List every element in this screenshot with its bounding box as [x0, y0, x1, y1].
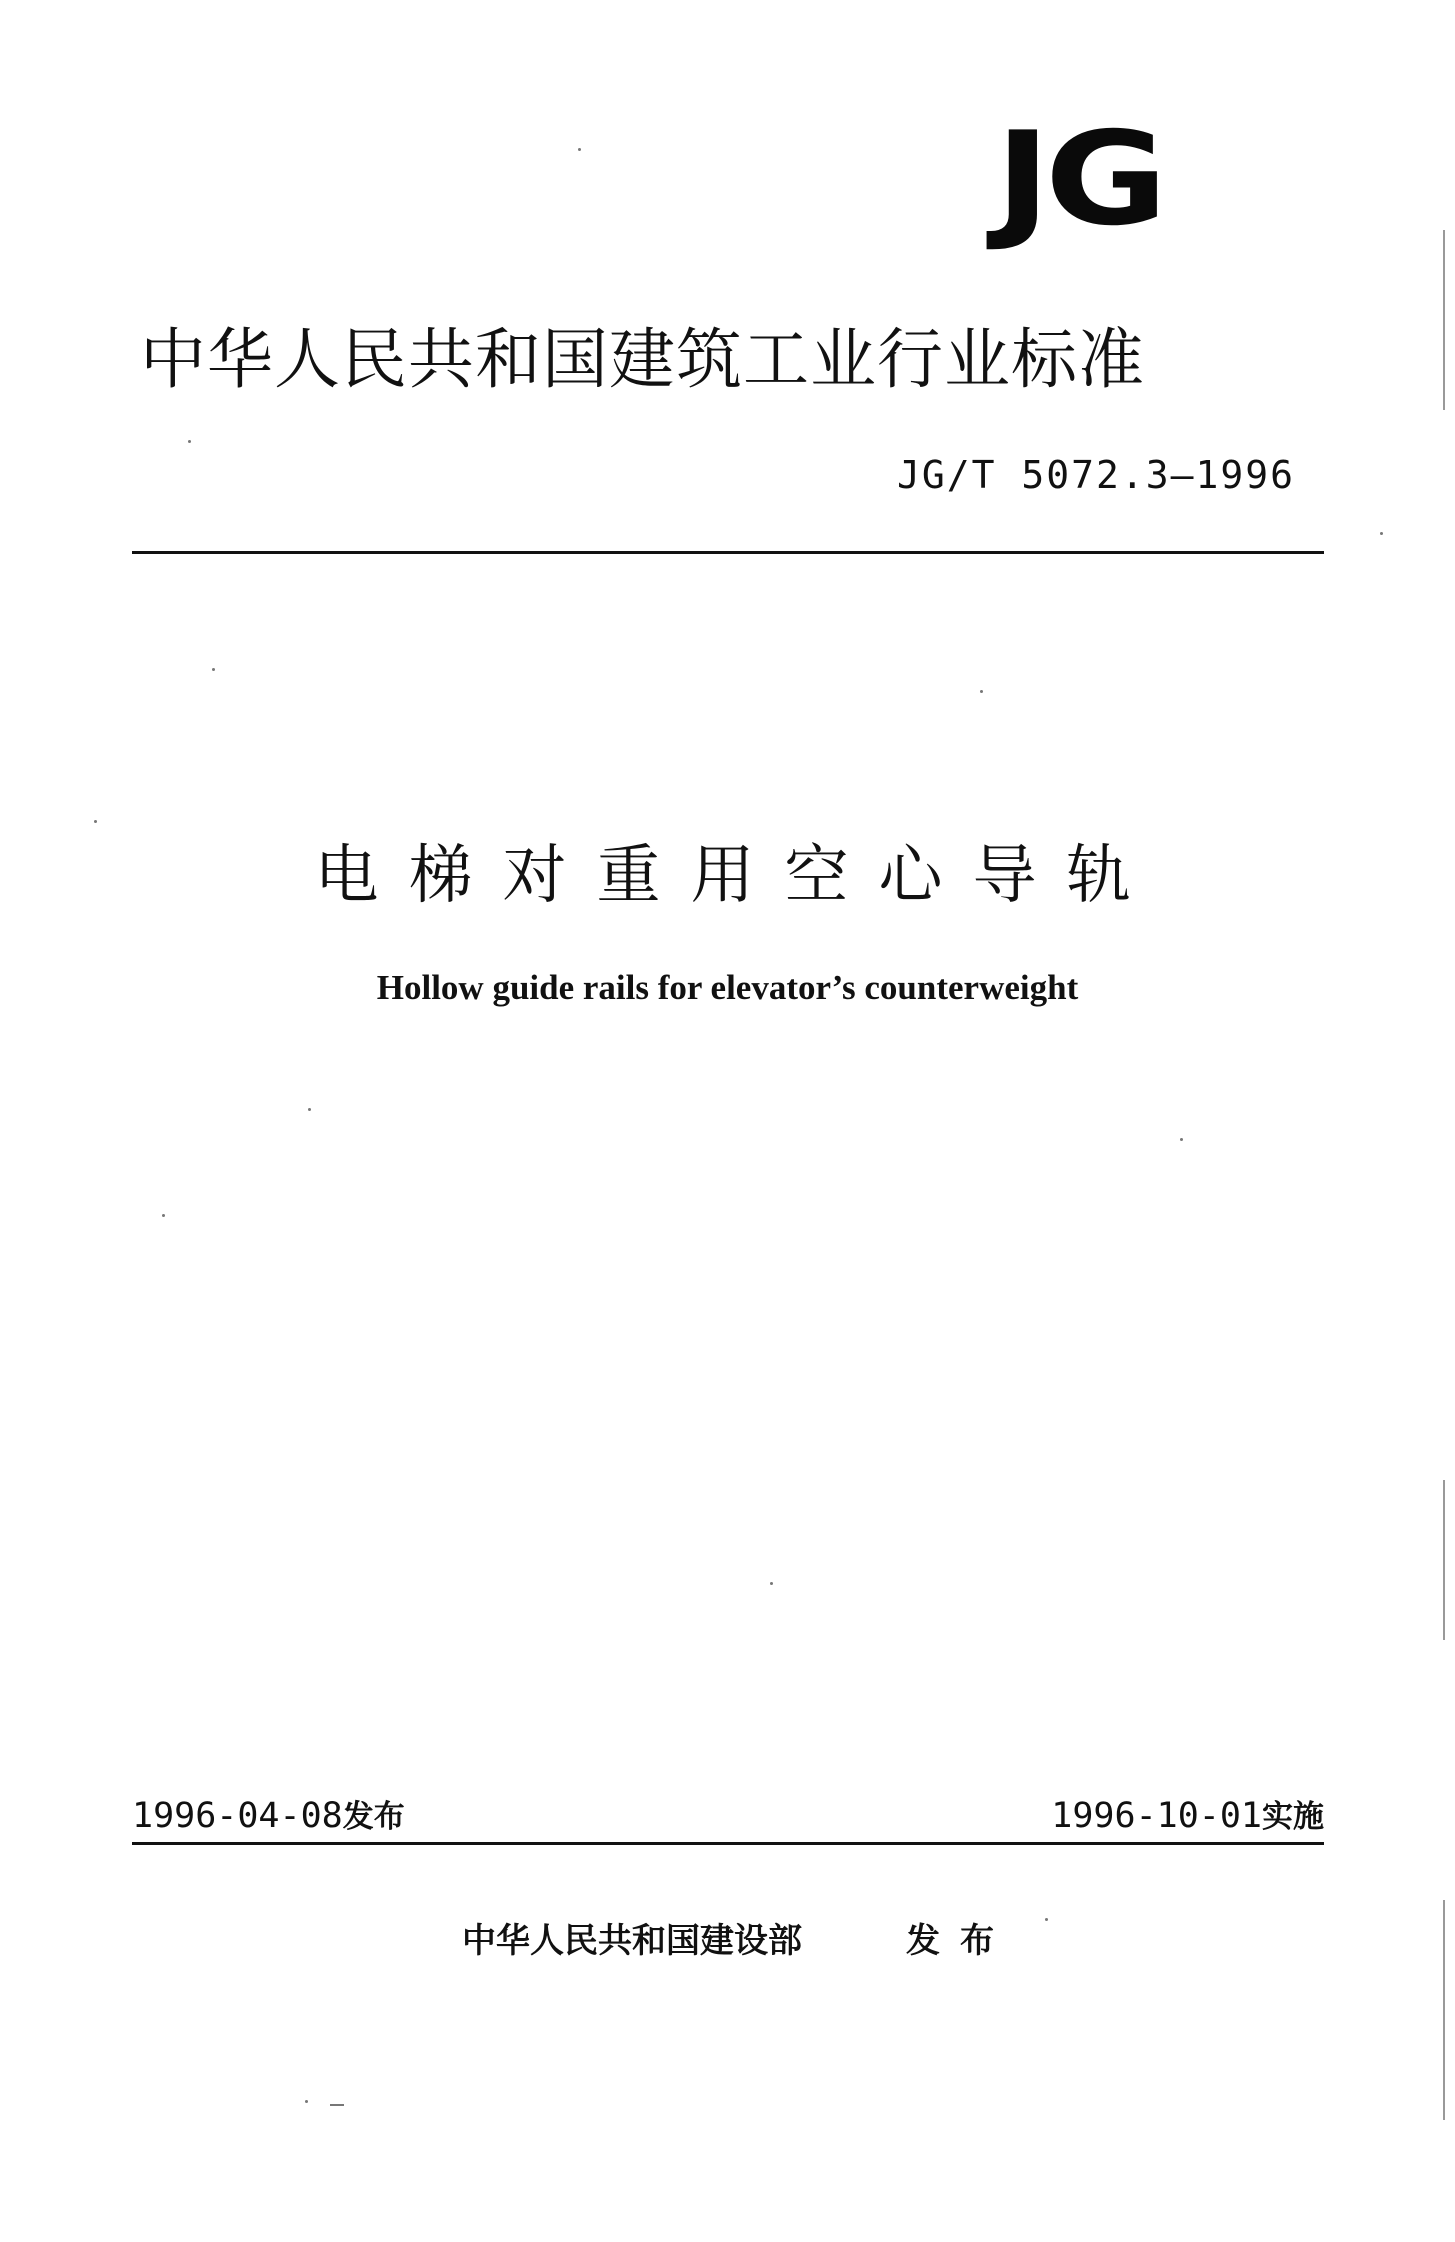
effective-date: 1996-10-01	[1051, 1796, 1262, 1836]
scan-speck	[770, 1582, 773, 1585]
scan-speck	[330, 2104, 344, 2106]
effective-label: 实施	[1262, 1799, 1324, 1835]
standard-number: JG/T 5072.3—1996	[896, 453, 1295, 497]
scan-speck	[1380, 532, 1383, 535]
publish-label: 发布	[906, 1921, 1014, 1961]
effective-date-line	[1051, 1794, 1324, 1839]
scan-speck	[305, 2100, 308, 2103]
scan-speck	[94, 820, 97, 823]
scan-speck	[308, 1108, 311, 1111]
scan-speck	[578, 148, 581, 151]
scan-edge-mark	[1443, 1900, 1445, 2120]
issue-date: 1996-04-08	[132, 1796, 343, 1836]
standard-category-title: 中华人民共和国建筑工业行业标准	[140, 321, 1145, 398]
scan-speck	[980, 690, 983, 693]
bottom-divider	[132, 1842, 1324, 1845]
issue-date-line	[132, 1794, 405, 1839]
scan-speck	[1045, 1918, 1048, 1921]
publisher-name: 中华人民共和国建设部	[462, 1921, 802, 1961]
top-divider	[132, 551, 1324, 554]
document-title-english: Hollow guide rails for elevator’s counterweight	[376, 968, 1079, 1007]
scan-speck	[212, 668, 215, 671]
jg-logo: JG	[995, 104, 1162, 255]
scan-speck	[162, 1214, 165, 1217]
scan-edge-mark	[1443, 1480, 1445, 1640]
document-title-chinese: 电梯对重用空心导轨	[314, 839, 1161, 913]
scan-edge-mark	[1443, 230, 1445, 410]
issue-label: 发布	[342, 1799, 405, 1835]
scan-speck	[1180, 1138, 1183, 1141]
scan-speck	[188, 440, 191, 443]
